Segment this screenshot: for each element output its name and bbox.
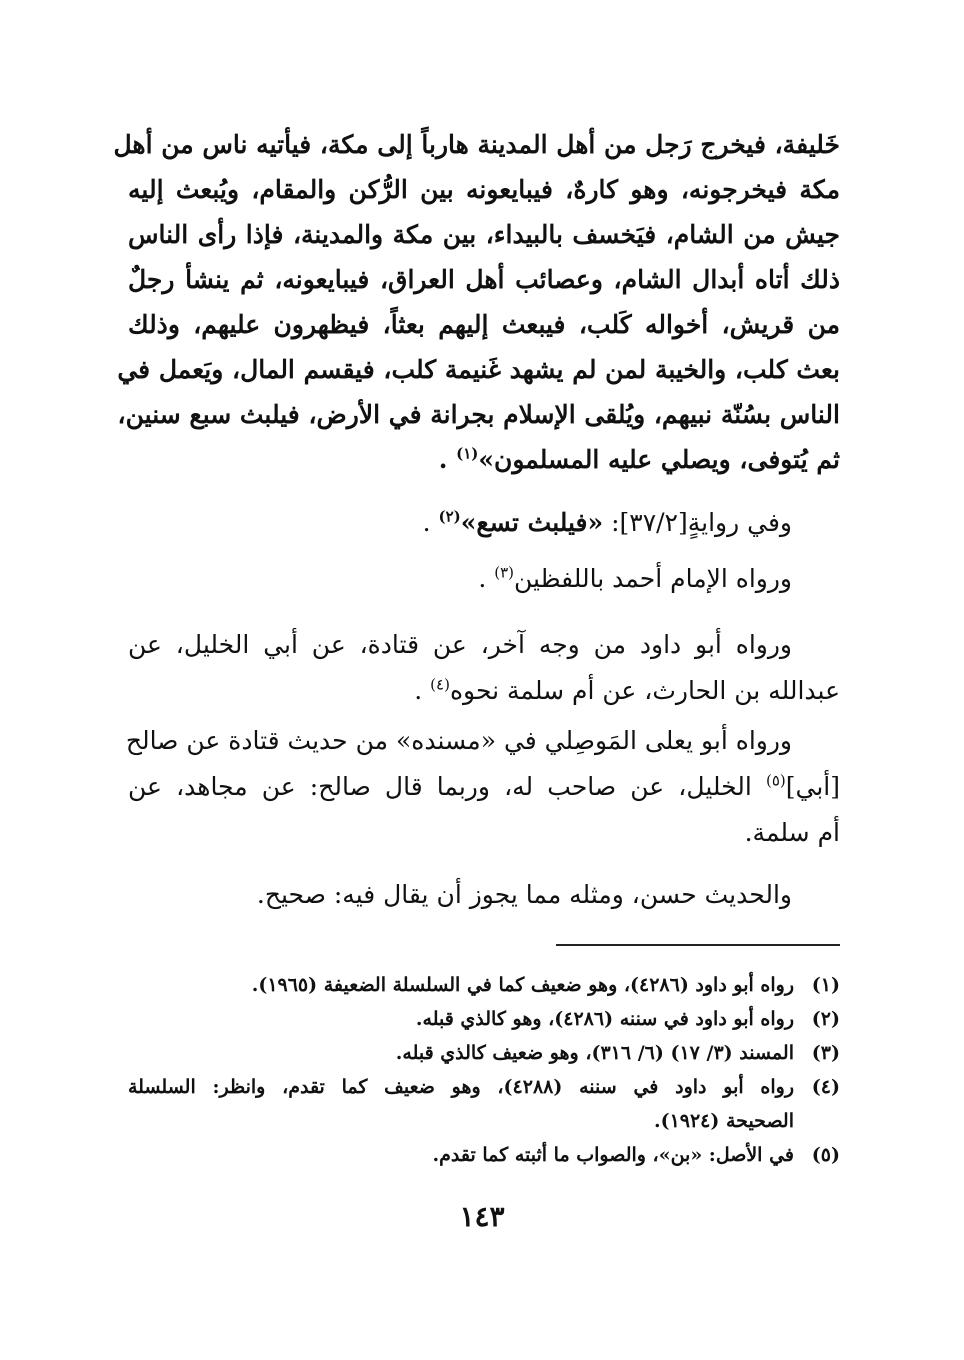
footnote-line: المسند (٣/ ١٧) (٦/ ٣١٦)، وهو ضعيف كالذي قبله. <box>395 1042 794 1064</box>
footnote-line: رواه أبو داود (٤٢٨٦)، وهو ضعيف كما في السلسلة الضعيفة (١٩٦٥). <box>251 974 794 996</box>
footnote-ref: (٣) <box>494 563 515 582</box>
footnote <box>128 1002 840 1036</box>
main-text-line: ثم يُتوفى، ويصلي عليه المسلمون» <box>478 445 840 474</box>
paragraph-abu-dawud <box>128 622 840 714</box>
footnote-text <box>128 1036 794 1070</box>
main-text-line: من قريش، أخواله كَلب، فيبعث إليهم بعثاً، فيظهرون عليهم، وذلك <box>128 310 840 339</box>
main-text-line: خَليفة، فيخرج رَجل من أهل المدينة هارباً إلى مكة، فيأتيه ناس من أهل <box>113 130 840 159</box>
paragraph-text: عبدالله بن الحارث، عن أم سلمة نحوه <box>449 676 840 705</box>
paragraph-abu-yala <box>125 718 840 856</box>
paragraph-text: [أبي] <box>785 772 840 801</box>
footnote <box>128 1036 840 1070</box>
page-number: ١٤٣ <box>459 1200 505 1233</box>
paragraph-line <box>128 556 840 602</box>
paragraph-line: والحديث حسن، ومثله مما يجوز أن يقال فيه: صحيح. <box>256 880 792 909</box>
paragraph-line: ورواه أبو يعلى المَوصِلي في «مسنده» من حديث قتادة عن صالح <box>125 726 792 755</box>
paragraph-line <box>128 500 840 546</box>
footnote-text <box>128 1002 794 1036</box>
main-text-line: مكة فيخرجونه، وهو كارهٌ، فيبايعونه بين الرُّكن والمقام، ويُبعث إليه <box>128 175 840 204</box>
paragraph-text: وفي روايةٍ[٣٧/٢]: <box>603 508 792 537</box>
sentence-end: . <box>422 508 439 537</box>
footnote-line: في الأصل: «بن»، والصواب ما أثبته كما تقدم. <box>432 1144 794 1166</box>
paragraph-text: الخليل، عن صاحب له، وربما قال صالح: عن مجاهد، عن <box>128 772 766 801</box>
footnote-number: (٥) <box>811 1144 840 1166</box>
footnote-ref: (١) <box>456 444 479 463</box>
paragraph-line: أم سلمة. <box>744 818 840 847</box>
footnote <box>128 968 840 1002</box>
footnote-text <box>128 1138 794 1172</box>
footnote-text <box>128 968 794 1002</box>
footnote-line: الصحيحة (١٩٢٤). <box>653 1110 794 1132</box>
quote-text: «فيلبث تسع» <box>460 508 604 537</box>
footnote-line: رواه أبو داود في سننه (٤٢٨٨)، وهو ضعيف كما تقدم، وانظر: السلسلة <box>128 1076 794 1098</box>
main-text-line: جيش من الشام، فيَخسف بالبيداء، بين مكة والمدينة، فإذا رأى الناس <box>128 220 840 249</box>
sentence-end: . <box>438 445 457 474</box>
main-text-last-line <box>128 437 840 482</box>
paragraph-riwaya <box>128 500 840 546</box>
footnotes <box>128 968 840 1172</box>
footnote-divider <box>556 944 840 946</box>
footnote <box>128 1138 840 1172</box>
main-text-line: الناس بسُنّة نبيهم، ويُلقى الإسلام بجرانة في الأرض، فيلبث سبع سنين، <box>117 400 840 429</box>
footnote-number: (٣) <box>811 1042 840 1064</box>
paragraph-line: ورواه أبو داود من وجه آخر، عن قتادة، عن أبي الخليل، عن <box>128 630 792 659</box>
main-text-block <box>113 122 840 482</box>
sentence-end: . <box>478 564 495 593</box>
footnote-line: رواه أبو داود في سننه (٤٢٨٦)، وهو كالذي قبله. <box>415 1008 794 1030</box>
footnote-ref: (٤) <box>430 675 450 694</box>
paragraph-line <box>128 668 840 714</box>
sentence-end: . <box>414 676 431 705</box>
paragraph-line <box>128 764 840 810</box>
paragraph-conclusion <box>128 872 840 918</box>
footnote-ref: (٢) <box>438 507 461 526</box>
footnote-text <box>128 1070 794 1138</box>
main-text-line: ذلك أتاه أبدال الشام، وعصائب أهل العراق، فيبايعونه، ثم ينشأ رجلٌ <box>128 265 840 294</box>
footnote-ref: (٥) <box>765 771 786 790</box>
footnote <box>128 1070 840 1138</box>
footnote-number: (٤) <box>811 1076 840 1098</box>
footnote-number: (١) <box>811 974 840 996</box>
main-text-line: بعث كلب، والخيبة لمن لم يشهد غَنيمة كلب، فيقسم المال، ويَعمل في <box>117 355 840 384</box>
footnote-number: (٢) <box>811 1008 840 1030</box>
paragraph-text: ورواه الإمام أحمد باللفظين <box>514 564 792 593</box>
paragraph-ahmad <box>128 556 840 602</box>
